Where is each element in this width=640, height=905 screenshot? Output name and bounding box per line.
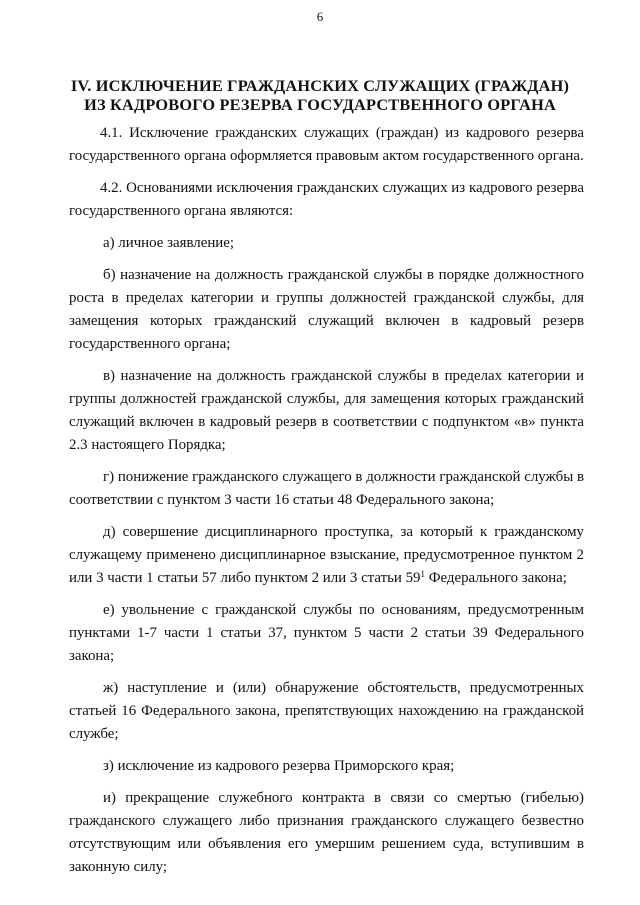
- section-heading: [60, 76, 580, 114]
- list-item-d: [69, 521, 584, 590]
- section-heading-line-2: ИЗ КАДРОВОГО РЕЗЕРВА ГОСУДАРСТВЕННОГО ОРГАНА: [84, 95, 556, 114]
- section-heading-line-1: IV. ИСКЛЮЧЕНИЕ ГРАЖДАНСКИХ СЛУЖАЩИХ (ГРАЖДАН): [70, 76, 570, 95]
- list-item-z: з) исключение из кадрового резерва Приморского края;: [103, 758, 455, 774]
- list-item-b: б) назначение на должность гражданской службы в порядке должностного роста в пределах категории и группы должностей гражданской службы, для замещения которых гражданский служащий включен в кадровый резерв государственного органа;: [69, 267, 584, 352]
- list-item-d-text: д) совершение дисциплинарного проступка, за который к гражданскому служащему применено дисциплинарное взыскание, предусмотренное пунктом 2 или 3 части 1 статьи 57 либо пунктом 2 или 3 статьи 59: [69, 524, 584, 586]
- list-item-a: а) личное заявление;: [103, 235, 235, 251]
- paragraph-4-2: 4.2. Основаниями исключения гражданских служащих из кадрового резерва государственного органа являются:: [69, 180, 584, 219]
- page-number: 6: [316, 9, 324, 24]
- superscript-1: 1: [420, 569, 425, 579]
- list-item-g: г) понижение гражданского служащего в должности гражданской службы в соответствии с пунктом 3 части 16 статьи 48 Федерального закона;: [69, 469, 584, 508]
- document-body: [69, 122, 584, 888]
- list-item-i: и) прекращение служебного контракта в связи со смертью (гибелью) гражданского служащего либо признания гражданского служащего безвестно отсутствующим или объявления его умершим решением суда, вступившим в законную силу;: [69, 790, 584, 875]
- list-item-zh: ж) наступление и (или) обнаружение обстоятельств, предусмотренных статьей 16 Федерального закона, препятствующих нахождению на гражданской службе;: [69, 680, 584, 742]
- paragraph-4-1: 4.1. Исключение гражданских служащих (граждан) из кадрового резерва государственного органа оформляется правовым актом государственного органа.: [69, 125, 584, 164]
- list-item-d-tail: Федерального закона;: [424, 570, 567, 586]
- list-item-e: е) увольнение с гражданской службы по основаниям, предусмотренным пунктами 1-7 части 1 статьи 37, пунктом 5 части 2 статьи 39 Федерального закона;: [69, 602, 584, 664]
- list-item-v: в) назначение на должность гражданской службы в пределах категории и группы должностей гражданской службы, для замещения которых гражданский служащий включен в кадровый резерв в соответствии с подпунктом «в» пункта 2.3 настоящего Порядка;: [69, 368, 584, 453]
